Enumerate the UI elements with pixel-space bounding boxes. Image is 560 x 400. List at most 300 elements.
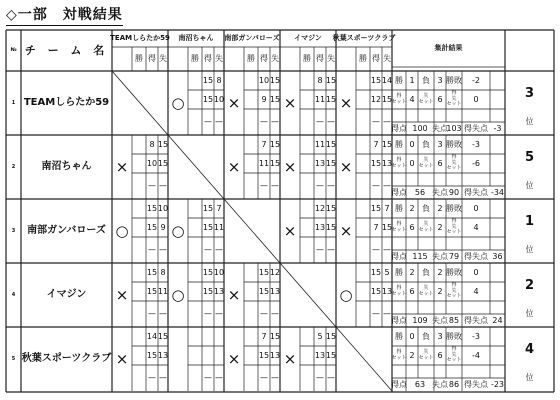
match-result-mark: × [227,157,241,176]
set-score-against: 15 [157,139,169,149]
set-score-against: 13 [269,350,281,360]
set-score-for: 11 [314,139,326,149]
set-score-for: 10 [258,75,270,85]
match-result-mark: × [227,285,241,304]
label-sets-won-part: 得 [396,92,402,99]
empty-set-dash: — [316,373,324,382]
label-points-against: 失点 [432,123,448,133]
label-points-against: 失点 [432,251,448,261]
label-win-loss: 勝敗 [446,75,462,85]
empty-set-dash: — [316,181,324,190]
rank-value: 5 [524,149,535,165]
empty-set-dash: — [383,181,391,190]
label-win-loss: 勝敗 [446,139,462,149]
set-score-against: 15 [325,222,337,232]
column-team-5: 秋葉スポーツクラブ [332,34,396,42]
label-sets-lost-part: セット [418,290,434,297]
team-name-header: チ ー ム 名 [24,44,109,57]
row-number: 5 [11,355,16,362]
set-score-against: 15 [325,203,337,213]
set-score-against: 15 [269,139,281,149]
label-set-diff-part: 得 [451,217,457,224]
column-team-3: 南部ガンバローズ [224,34,280,42]
column-sub-header: 失 [327,54,335,63]
label-sets-won-part: セット [391,290,407,297]
set-score-for: 15 [202,286,214,296]
label-sets-lost [418,154,434,173]
sets-lost-value: 2 [437,222,443,232]
set-score-against [214,346,224,365]
empty-set-dash: — [383,117,391,126]
label-set-diff [446,90,462,109]
grid-line [336,327,392,391]
set-score-against: 7 [384,203,390,213]
set-score-for: 8 [317,75,323,85]
empty-set-dash: — [148,181,156,190]
label-set-diff-part: 失 [451,95,457,102]
sets-lost-value: 6 [437,158,443,168]
label-sets-lost-part: 失 [423,220,429,227]
set-diff-value: 0 [473,94,479,104]
points-diff-value: -3 [493,123,502,133]
set-score-for: 15 [370,75,382,85]
wins-value: 0 [409,139,415,149]
column-sub-header: 勝 [303,54,311,63]
set-score-for: 7 [373,222,379,232]
empty-set-dash: — [271,181,279,190]
label-points-against: 失点 [432,379,448,389]
sets-won-value: 4 [409,94,415,104]
label-win: 勝 [395,75,403,85]
label-points-for: 得点 [391,315,407,325]
label-sets-won [392,154,406,173]
set-score-against: 11 [213,222,225,232]
empty-set-dash: — [327,373,335,382]
set-diff-value: 4 [473,286,479,296]
set-score-against: 13 [157,350,169,360]
label-set-diff [446,282,462,301]
rank-suffix: 位 [525,309,534,318]
empty-set-dash: — [159,373,167,382]
page-title: ◇一部 対戦結果 [6,4,123,26]
label-set-diff-part: 失 [451,159,457,166]
empty-set-dash: — [215,245,223,254]
label-set-diff-part: 失 [451,287,457,294]
label-sets-won-part: セット [391,354,407,361]
match-result-mark: × [283,221,297,240]
match-result-mark: × [115,157,129,176]
rank-value: 2 [524,277,535,293]
label-set-diff-part: 得 [451,153,457,160]
label-sets-won-part: セット [391,98,407,105]
empty-set-dash: — [260,117,268,126]
empty-set-dash: — [372,117,380,126]
points-for-value: 109 [412,315,428,325]
match-result-mark: × [283,93,297,112]
set-score-against: 8 [216,75,222,85]
column-sub-header: 勝 [191,54,199,63]
team-name: TEAMしらたか59 [23,97,110,108]
set-score-against: 15 [381,222,393,232]
empty-set-dash: — [271,373,279,382]
label-sets-lost-part: 失 [423,348,429,355]
label-win-loss: 勝敗 [446,331,462,341]
match-result-mark: ○ [171,285,185,304]
points-against-value: 103 [446,123,462,133]
set-score-against: 15 [325,331,337,341]
label-sets-lost-part: セット [418,162,434,169]
empty-set-dash: — [271,309,279,318]
label-sets-won-part: 得 [396,156,402,163]
sets-lost-value: 6 [437,94,443,104]
label-sets-lost [418,218,434,237]
set-score-against: 13 [381,158,393,168]
column-team-1: TEAMしらたか59 [110,34,170,42]
column-sub-header: 勝 [359,54,367,63]
set-score-for: 12 [370,94,382,104]
sets-won-value: 6 [409,286,415,296]
column-team-4: イマジン [294,34,322,42]
set-score-against: 13 [269,286,281,296]
column-sub-header: 得 [204,54,212,63]
label-points-diff: 得失点 [464,379,488,389]
set-score-for: 5 [317,331,323,341]
set-score-for: 15 [202,267,214,277]
empty-set-dash: — [372,181,380,190]
match-result-mark: × [339,221,353,240]
points-for-value: 100 [412,123,428,133]
set-score-for: 10 [146,158,158,168]
set-score-for: 15 [146,286,158,296]
set-score-against: 15 [269,94,281,104]
label-sets-won [392,282,406,301]
match-result-mark [168,327,188,391]
empty-set-dash: — [372,245,380,254]
set-score-for: 7 [261,139,267,149]
empty-set-dash: — [204,117,212,126]
set-score-for: 11 [258,158,270,168]
set-score-for: 14 [146,331,158,341]
set-score-against: 15 [381,94,393,104]
label-points-against: 失点 [432,187,448,197]
win-loss-value: 0 [473,203,479,213]
label-sets-won-part: セット [391,226,407,233]
empty-set-dash: — [372,309,380,318]
column-sub-header: 失 [383,54,391,63]
match-result-mark: ○ [171,93,185,112]
label-sets-lost-part: セット [418,98,434,105]
label-sets-won [392,346,406,365]
label-sets-won-part: 得 [396,220,402,227]
column-sub-header: 失 [271,54,279,63]
set-score-for: 15 [202,94,214,104]
losses-value: 3 [437,75,443,85]
points-diff-value: -23 [490,379,505,389]
set-score-against: 15 [325,139,337,149]
grid-line [280,263,336,327]
label-set-diff [446,218,462,237]
set-score-against: 12 [269,267,281,277]
label-points-for: 得点 [391,379,407,389]
set-score-for: 13 [314,222,326,232]
set-score-for: 15 [202,222,214,232]
column-sub-header: 得 [260,54,268,63]
set-score-for: 15 [370,203,382,213]
label-loss: 負 [422,267,430,277]
match-result-mark: × [283,349,297,368]
set-score-for: 13 [314,158,326,168]
points-for-value: 115 [412,251,428,261]
empty-set-dash: — [383,309,391,318]
set-score-against: 10 [157,203,169,213]
set-score-against: 8 [160,267,166,277]
label-loss: 負 [422,203,430,213]
wins-value: 0 [409,331,415,341]
set-score-against [214,327,224,346]
empty-set-dash: — [271,117,279,126]
set-score-for: 15 [258,350,270,360]
empty-set-dash: — [260,373,268,382]
set-score-against: 13 [381,286,393,296]
empty-set-dash: — [148,245,156,254]
match-result-mark: × [115,349,129,368]
points-against-value: 79 [448,251,460,261]
rank-value: 3 [524,85,535,101]
column-sub-header: 失 [215,54,223,63]
empty-set-dash: — [159,245,167,254]
label-win-loss: 勝敗 [446,203,462,213]
set-score-for: 15 [146,203,158,213]
summary-header: 集計結果 [434,44,463,52]
row-number: 2 [11,163,16,170]
set-score-against: 15 [269,331,281,341]
label-loss: 負 [422,75,430,85]
label-set-diff-part: 得 [451,281,457,288]
label-points-diff: 得失点 [464,251,488,261]
set-score-against: 10 [213,267,225,277]
set-score-for: 15 [370,158,382,168]
row-number: 4 [11,291,16,298]
label-win: 勝 [395,139,403,149]
win-loss-value: 0 [473,267,479,277]
points-against-value: 85 [448,315,460,325]
label-set-diff-part: セット [446,229,462,236]
grid-line [112,71,168,135]
set-score-against: 15 [269,158,281,168]
no-header: № [10,47,17,53]
set-score-for: 15 [202,203,214,213]
label-sets-won-part: セット [391,162,407,169]
label-points-against: 失点 [432,315,448,325]
label-loss: 負 [422,139,430,149]
set-score-against: 15 [325,75,337,85]
sets-won-value: 2 [409,350,415,360]
losses-value: 3 [437,331,443,341]
set-score-for: 15 [258,286,270,296]
match-result-mark: × [227,93,241,112]
empty-set-dash: — [204,245,212,254]
label-points-for: 得点 [391,123,407,133]
empty-set-dash: — [148,309,156,318]
team-name: 南沼ちゃん [41,161,92,172]
label-points-for: 得点 [391,251,407,261]
set-diff-value: -4 [472,350,480,360]
empty-set-dash: — [260,309,268,318]
rank-suffix: 位 [525,181,534,190]
label-win-loss: 勝敗 [446,267,462,277]
team-name: イマジン [46,289,87,300]
label-points-for: 得点 [391,187,407,197]
column-sub-header: 得 [316,54,324,63]
empty-set-dash: — [204,373,212,382]
rank-value: 1 [524,213,535,229]
label-set-diff-part: セット [446,293,462,300]
empty-set-dash: — [316,245,324,254]
set-score-for: 13 [314,350,326,360]
set-score-against: 10 [213,94,225,104]
match-result-mark: × [115,285,129,304]
set-score-for: 15 [370,286,382,296]
sets-won-value: 6 [409,222,415,232]
label-sets-won-part: 得 [396,284,402,291]
label-points-diff: 得失点 [464,187,488,197]
set-score-against: 15 [325,350,337,360]
set-score-for: 9 [261,94,267,104]
empty-set-dash: — [159,181,167,190]
grid-line [168,135,224,199]
rank-suffix: 位 [525,373,534,382]
losses-value: 2 [437,267,443,277]
results-table [6,30,554,392]
label-points-diff: 得失点 [464,315,488,325]
set-diff-value: 4 [473,222,479,232]
wins-value: 2 [409,267,415,277]
set-score-for: 7 [261,331,267,341]
label-sets-lost [418,346,434,365]
column-sub-header: 勝 [247,54,255,63]
set-score-against: 15 [157,158,169,168]
wins-value: 1 [409,75,415,85]
label-sets-lost-part: 失 [423,92,429,99]
label-win: 勝 [395,331,403,341]
team-name: 南部ガンバローズ [27,225,106,236]
set-score-for: 7 [373,139,379,149]
label-points-diff: 得失点 [464,123,488,133]
points-against-value: 86 [448,379,460,389]
label-set-diff [446,346,462,365]
label-sets-lost-part: セット [418,226,434,233]
wins-value: 2 [409,203,415,213]
points-diff-value: 24 [492,315,503,325]
set-score-for: 15 [370,267,382,277]
set-score-for: 11 [314,94,326,104]
empty-set-dash: — [215,117,223,126]
row-number: 1 [11,99,16,106]
rank-suffix: 位 [525,117,534,126]
set-score-for [202,346,214,365]
match-result-mark: × [283,157,297,176]
row-number: 3 [11,227,16,234]
empty-set-dash: — [327,181,335,190]
set-score-for: 15 [146,267,158,277]
sets-lost-value: 6 [437,350,443,360]
empty-set-dash: — [327,117,335,126]
empty-set-dash: — [215,373,223,382]
rank-value: 4 [524,341,535,357]
points-diff-value: 36 [492,251,503,261]
label-sets-lost-part: 失 [423,156,429,163]
label-set-diff [446,154,462,173]
label-set-diff-part: セット [446,165,462,172]
points-for-value: 56 [414,187,426,197]
set-score-against: 7 [216,203,222,213]
win-loss-value: -2 [472,75,480,85]
set-score-against: 13 [213,286,225,296]
empty-set-dash: — [316,117,324,126]
column-sub-header: 得 [148,54,156,63]
label-set-diff-part: セット [446,357,462,364]
empty-set-dash: — [260,181,268,190]
label-sets-won-part: 得 [396,348,402,355]
points-for-value: 63 [414,379,426,389]
label-sets-won [392,90,406,109]
label-set-diff-part: セット [446,101,462,108]
label-sets-won [392,218,406,237]
label-loss: 負 [422,331,430,341]
label-win: 勝 [395,267,403,277]
set-score-for [202,327,214,346]
set-score-for: 15 [202,75,214,85]
label-set-diff-part: 得 [451,345,457,352]
label-set-diff-part: 失 [451,223,457,230]
win-loss-value: -3 [472,139,480,149]
match-result-mark: × [339,157,353,176]
set-score-for: 8 [149,139,155,149]
empty-set-dash: — [148,373,156,382]
set-score-against: 11 [157,286,169,296]
match-result-mark: ○ [339,285,353,304]
set-score-against: 9 [160,222,166,232]
label-sets-lost-part: セット [418,354,434,361]
set-score-against: 15 [325,94,337,104]
match-result-mark: ○ [115,221,129,240]
win-loss-value: -3 [472,331,480,341]
label-win: 勝 [395,203,403,213]
set-score-against: 15 [381,139,393,149]
points-diff-value: -34 [490,187,505,197]
team-name: 秋葉スポーツクラブ [21,353,112,364]
empty-set-dash: — [204,309,212,318]
sets-lost-value: 2 [437,286,443,296]
column-sub-header: 勝 [135,54,143,63]
losses-value: 2 [437,203,443,213]
sets-won-value: 0 [409,158,415,168]
empty-set-dash: — [327,245,335,254]
empty-set-dash: — [383,245,391,254]
label-sets-lost-part: 失 [423,284,429,291]
empty-set-dash: — [159,309,167,318]
set-score-against: 15 [157,331,169,341]
set-score-for: 15 [146,222,158,232]
column-sub-header: 失 [159,54,167,63]
label-set-diff-part: 失 [451,351,457,358]
empty-set-dash: — [215,309,223,318]
column-team-2: 南沼ちゃん [178,34,214,42]
match-result-mark: ○ [171,221,185,240]
rank-suffix: 位 [525,245,534,254]
set-score-against: 14 [381,75,393,85]
grid-line [224,199,280,263]
